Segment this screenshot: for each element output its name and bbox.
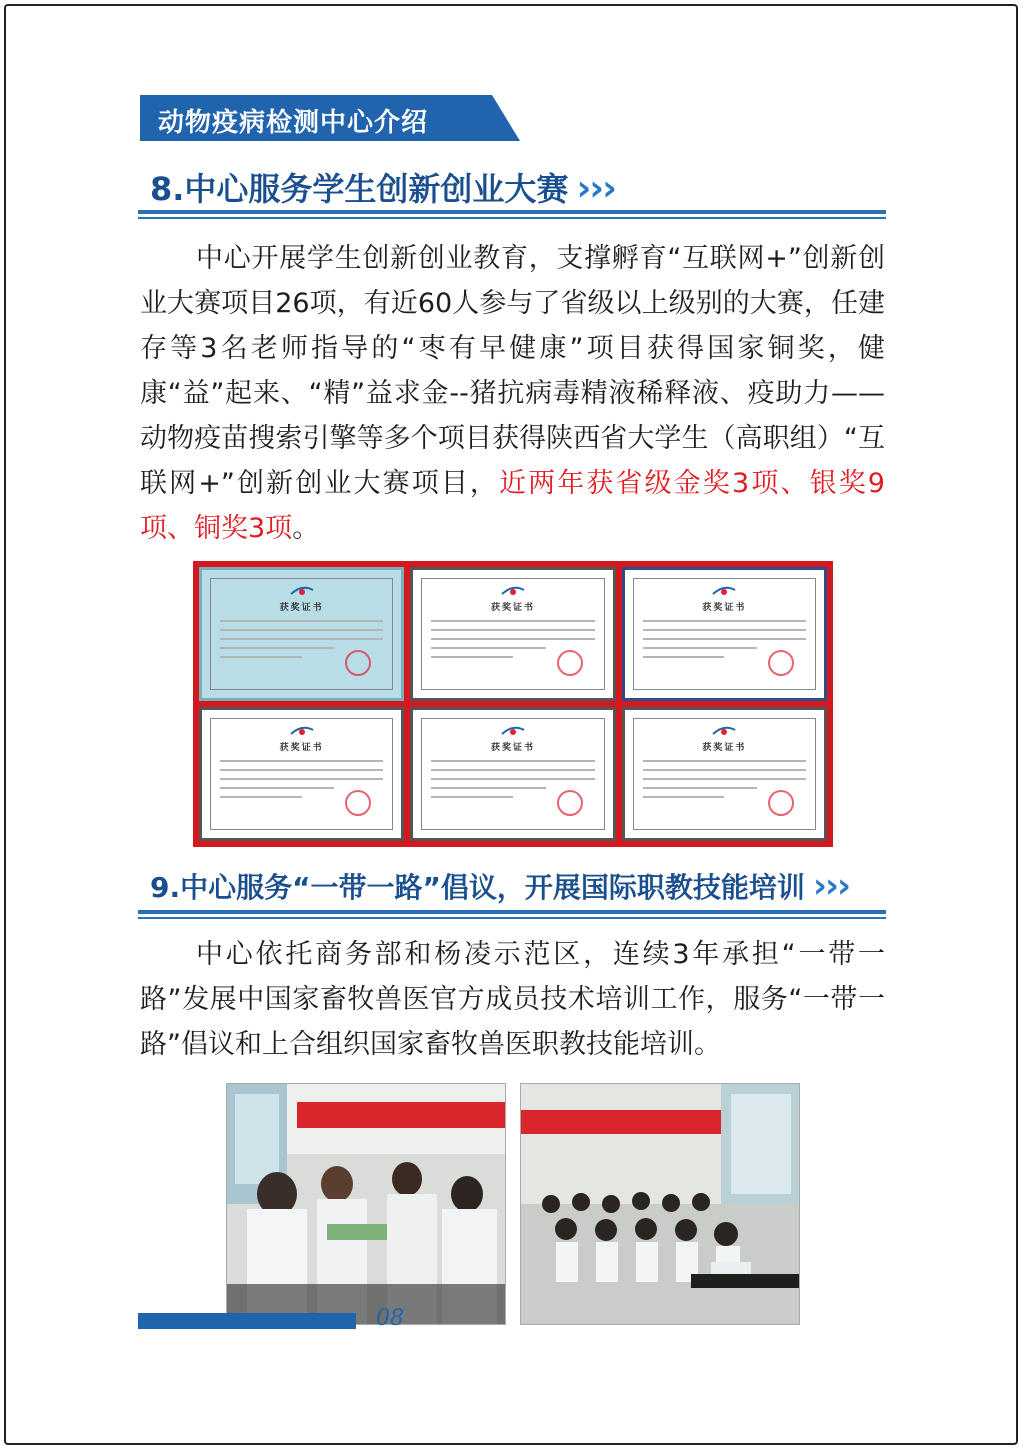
section-8-title-text: 8.中心服务学生创新创业大赛 (150, 170, 569, 208)
award-logo-icon (289, 724, 315, 738)
section-9-title (150, 866, 849, 906)
award-logo-icon (500, 724, 526, 738)
awards-highlight: 近两年获省级金奖3项、银奖9项、铜奖3项 (140, 468, 885, 544)
section-8-body-text: 中心开展学生创新创业教育，支撑孵育“互联网+”创新创业大赛项目26项，有近60人参与了省级以上级别的大赛，任建存等3名老师指导的“枣有早健康”项目获得国家铜奖，健康“益”起来、“精”益求金--猪抗病毒精液稀释液、疫助力——动物疫苗搜索引擎等多个项目获得陕西省大学生（高职组）“互联网+”创新创业大赛项目， (140, 243, 885, 499)
seal-icon (768, 650, 794, 676)
certificates-grid (193, 561, 833, 847)
section-8-title (150, 164, 615, 210)
certificate-2 (410, 567, 615, 701)
section-8-paragraph (140, 236, 885, 551)
header-banner (140, 95, 520, 141)
certificate-title: 获奖证书 (279, 743, 324, 753)
certificate-4 (199, 707, 404, 841)
training-photo-classroom (520, 1083, 800, 1325)
certificate-title: 获奖证书 (279, 603, 324, 613)
seal-icon (557, 650, 583, 676)
seal-icon (557, 790, 583, 816)
training-photo-lab (226, 1083, 506, 1325)
page-number: 08 (376, 1306, 404, 1331)
banner-title: 动物疫病检测中心介绍 (158, 108, 429, 138)
certificate-5 (410, 707, 615, 841)
section-9-paragraph (140, 932, 885, 1067)
section-8-rule (138, 210, 886, 219)
section-8-end: 。 (292, 513, 320, 544)
award-logo-icon (289, 584, 315, 598)
chevrons-icon: ››› (812, 866, 849, 906)
certificate-3 (622, 567, 827, 701)
award-logo-icon (711, 584, 737, 598)
award-logo-icon (711, 724, 737, 738)
award-logo-icon (500, 584, 526, 598)
chevrons-icon: ››› (576, 168, 615, 209)
certificate-title: 获奖证书 (702, 603, 747, 613)
seal-icon (768, 790, 794, 816)
certificate-6 (622, 707, 827, 841)
section-9-body-text: 中心依托商务部和杨凌示范区，连续3年承担“一带一路”发展中国家畜牧兽医官方成员技术培训工作，服务“一带一路”倡议和上合组织国家畜牧兽医职教技能培训。 (140, 939, 885, 1060)
certificate-title: 获奖证书 (702, 743, 747, 753)
certificate-title: 获奖证书 (490, 603, 535, 613)
photo-lab-image (227, 1084, 505, 1324)
section-9-rule (138, 910, 886, 919)
section-9-title-text: 9.中心服务“一带一路”倡议，开展国际职教技能培训 (150, 871, 805, 904)
certificate-title: 获奖证书 (490, 743, 535, 753)
photo-classroom-image (521, 1084, 799, 1324)
page-number-bar (138, 1313, 356, 1329)
certificate-1 (199, 567, 404, 701)
